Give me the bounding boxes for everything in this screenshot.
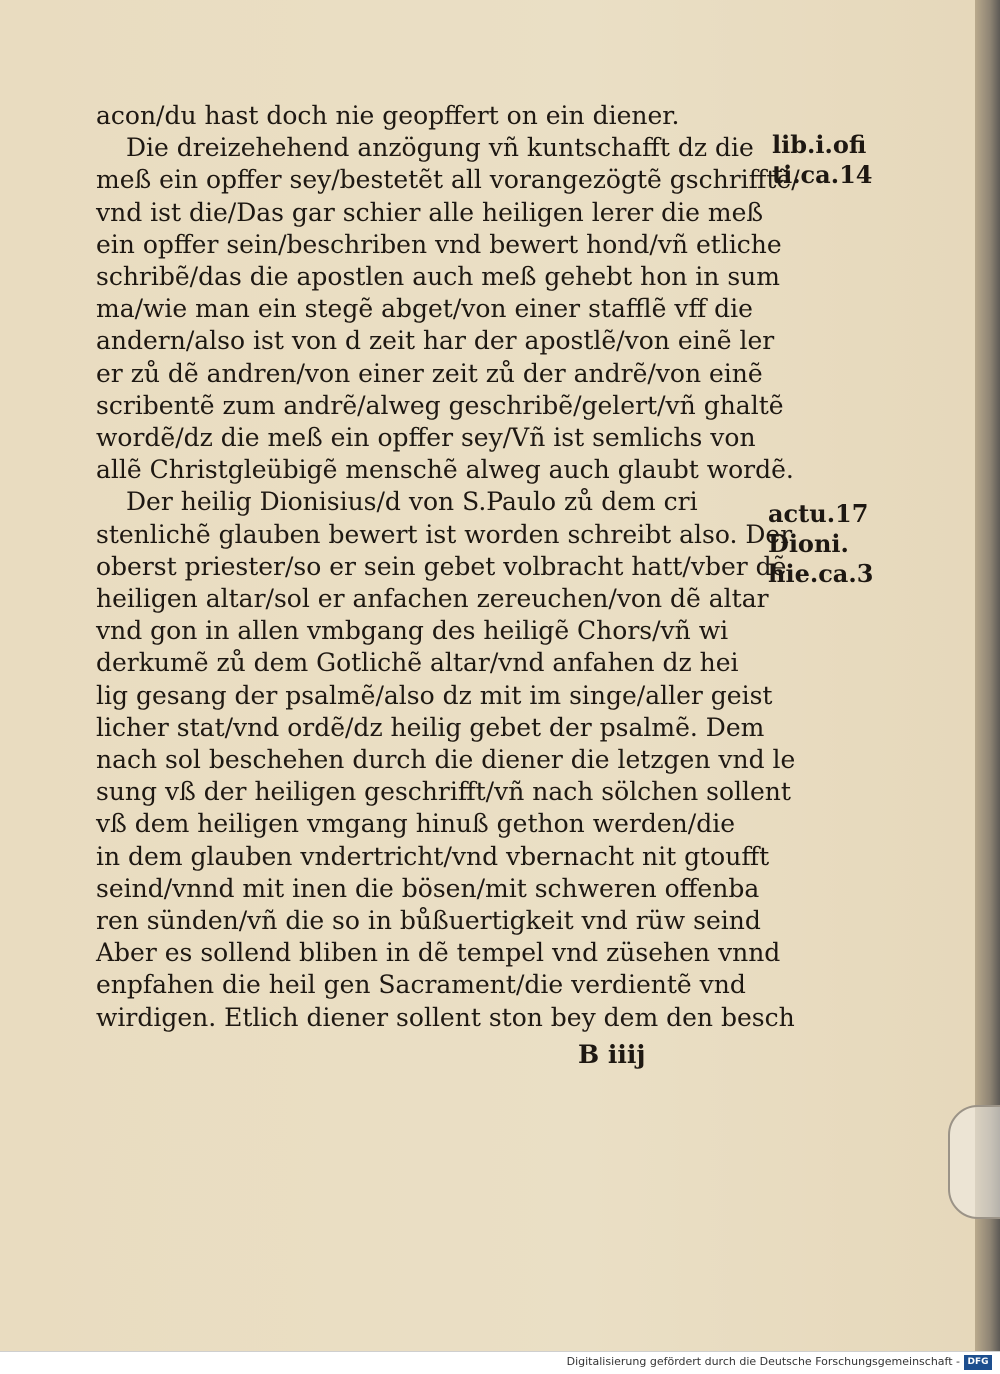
- text-line: Die dreizehehend anzögung vñ kuntschafft dz die: [126, 133, 754, 163]
- text-line: er zů dẽ andren/von einer zeit zů der andrẽ/von einẽ: [96, 358, 763, 388]
- text-line: ein opffer sein/beschriben vnd bewert hond/vñ etliche: [96, 229, 782, 259]
- text-line: stenlichẽ glauben bewert ist worden schreibt also. Der: [96, 519, 793, 549]
- text-line: meß ein opffer sey/bestetẽt all vorangezögtẽ gschrifftẽ/: [96, 165, 800, 195]
- text-line: oberst priester/so er sein gebet volbracht hatt/vber dẽ: [96, 551, 787, 581]
- text-line: sung vß der heiligen geschrifft/vñ nach sölchen sollent: [96, 777, 791, 807]
- text-line: acon/du hast doch nie geopffert on ein diener.: [96, 101, 680, 130]
- text-line: schribẽ/das die apostlen auch meß gehebt hon in sum: [96, 262, 780, 292]
- text-line: wirdigen. Etlich diener sollent ston bey dem den besch: [96, 1002, 795, 1032]
- text-line: licher stat/vnd ordẽ/dz heilig gebet der psalmẽ. Dem: [96, 712, 765, 742]
- page-clip: [948, 1105, 1000, 1219]
- text-line: enpfahen die heil gen Sacrament/die verdientẽ vnd: [96, 970, 746, 1000]
- text-line: Aber es sollend bliben in dẽ tempel vnd züsehen vnnd: [96, 938, 781, 968]
- text-line: heiligen altar/sol er anfachen zereuchen/von dẽ altar: [96, 584, 769, 614]
- margin-note-2: actu.17 Dioni. hie.ca.3: [768, 499, 874, 588]
- text-line: ren sünden/vñ die so in bůßuertigkeit vnd rüw seind: [96, 906, 761, 936]
- text-line: lig gesang der psalmẽ/also dz mit im singe/aller geist: [96, 680, 773, 710]
- text-line: in dem glauben vndertricht/vnd vbernacht nit gtoufft: [96, 841, 770, 871]
- signature-mark: B iiij: [578, 1040, 646, 1069]
- text-line: seind/vnnd mit inen die bösen/mit schweren offenba: [96, 873, 760, 903]
- text-line: nach sol beschehen durch die diener die letzgen vnd le: [96, 745, 796, 775]
- text-line: Der heilig Dionisius/d von S.Paulo zů dem cri: [126, 487, 698, 517]
- text-line: vß dem heiligen vmgang hinuß gethon werden/die: [96, 809, 735, 839]
- dfg-logo-icon: DFG: [964, 1355, 992, 1370]
- text-line: ma/wie man ein stegẽ abget/von einer stafflẽ vff die: [96, 294, 753, 324]
- text-line: andern/also ist von d zeit har der apostlẽ/von einẽ ler: [96, 326, 775, 356]
- footer-credit: Digitalisierung gefördert durch die Deutsche Forschungsgemeinschaft -: [566, 1355, 960, 1368]
- text-line: derkumẽ zů dem Gotlichẽ altar/vnd anfahen dz hei: [96, 648, 739, 678]
- text-line: scribentẽ zum andrẽ/alweg geschribẽ/gelert/vñ ghaltẽ: [96, 390, 784, 420]
- text-line: vnd ist die/Das gar schier alle heiligen lerer die meß: [96, 197, 764, 227]
- body-text: [96, 100, 800, 1034]
- footer-bar: [0, 1351, 1000, 1374]
- margin-note-1: lib.i.ofi ti.ca.14: [772, 130, 873, 189]
- text-line: allẽ Christgleübigẽ menschẽ alweg auch glaubt wordẽ.: [96, 455, 794, 485]
- text-line: vnd gon in allen vmbgang des heiligẽ Chors/vñ wi: [96, 616, 729, 646]
- text-line: wordẽ/dz die meß ein opffer sey/Vñ ist semlichs von: [96, 423, 756, 453]
